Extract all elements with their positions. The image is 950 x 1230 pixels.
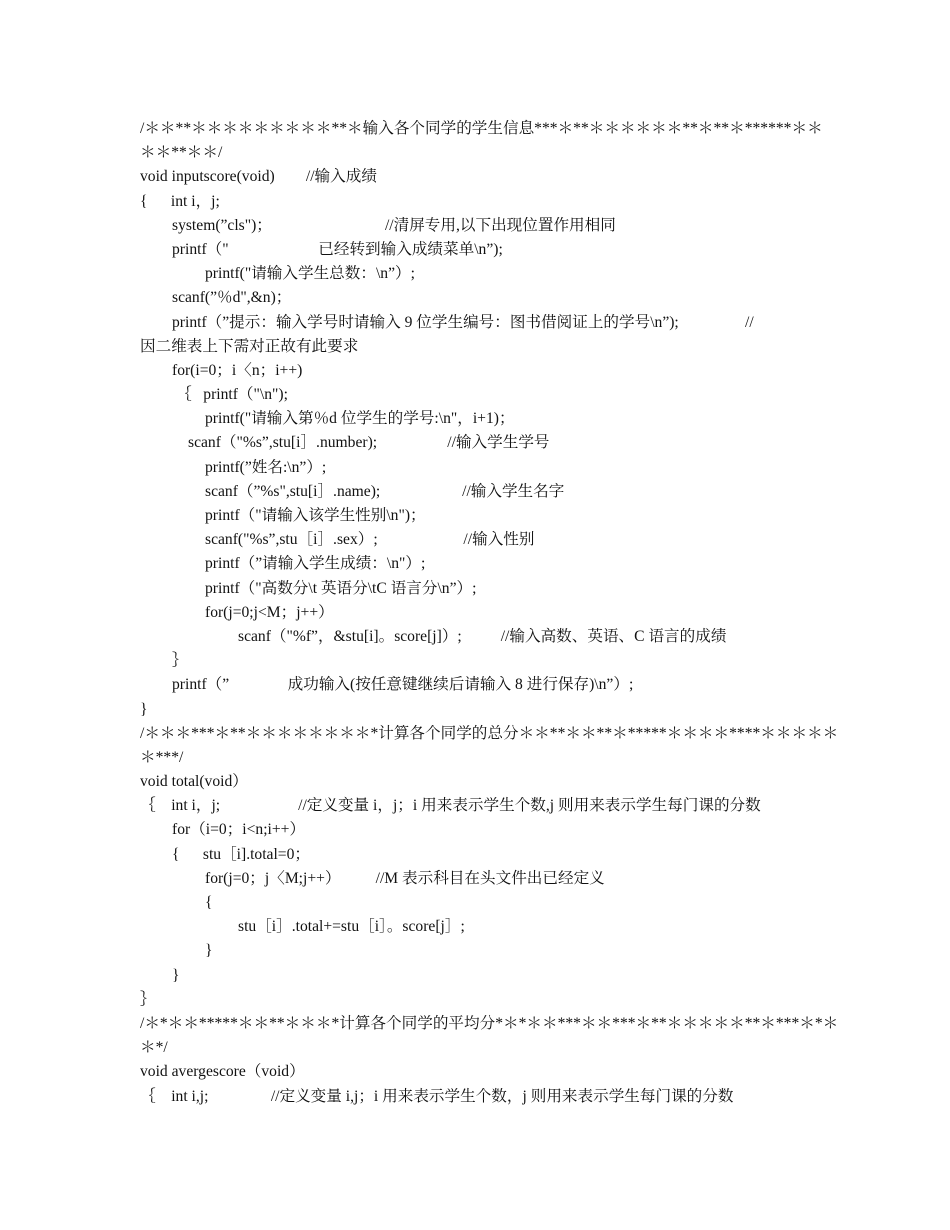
code-line: }	[140, 700, 148, 718]
code-line: system(”cls")； //清屏专用,以下出现位置作用相同	[172, 216, 616, 234]
code-line: void avergescore（void）	[140, 1063, 305, 1081]
code-line: ｝	[140, 990, 156, 1008]
code-line: ＊＊**＊＊/	[140, 144, 223, 162]
code-line: 因二维表上下需对正故有此要求	[140, 337, 359, 355]
code-line: scanf("%s”,stu［i］.sex）; //输入性别	[205, 531, 535, 549]
code-line: stu［i］.total+=stu［i］。score[j］;	[238, 918, 465, 936]
code-line: printf("请输入学生总数：\n”）;	[205, 265, 415, 283]
code-line: for(j=0;j<M；j++）	[205, 603, 334, 621]
code-line: scanf（"%f”，&stu[i]。score[j]）; //输入高数、英语、C 语言的成绩	[238, 627, 727, 645]
code-line: ｝	[172, 652, 188, 670]
code-line: void total(void）	[140, 773, 248, 791]
code-line: ｛ int i，j; //定义变量 i，j；i 用来表示学生个数,j 则用来表示学生每门课的分数	[140, 797, 761, 815]
code-line: for(i=0；i〈n；i++)	[172, 361, 303, 379]
code-line: ｛ printf（"\n");	[176, 386, 288, 404]
code-line: printf（" 已经转到输入成绩菜单\n”);	[172, 240, 503, 258]
code-line: printf(”姓名:\n”）;	[205, 458, 327, 476]
code-line: ＊*/	[140, 1039, 168, 1057]
code-line: for(j=0；j〈M;j++） //M 表示科目在头文件出已经定义	[205, 869, 605, 887]
code-line: }	[205, 942, 213, 960]
code-line: scanf（”%s",stu[i］.name); //输入学生名字	[205, 482, 565, 500]
code-line: printf（"高数分\t 英语分\tC 语言分\n”）;	[205, 579, 477, 597]
code-line: { int i，j;	[140, 192, 220, 210]
code-line: { stu［i].total=0；	[172, 845, 310, 863]
code-line: /＊＊**＊＊＊＊＊＊＊＊＊**＊输入各个同学的学生信息***＊**＊＊＊＊＊＊**＊**＊******＊＊	[140, 120, 823, 137]
code-line: printf（"请输入该学生性别\n")；	[205, 507, 426, 524]
code-line: /＊＊＊***＊**＊＊＊＊＊＊＊＊*计算各个同学的总分＊＊**＊＊**＊*****＊＊＊＊****＊＊＊＊＊	[140, 724, 839, 742]
code-line: printf（”提示：输入学号时请输入 9 位学生编号：图书借阅证上的学号\n”); //	[172, 313, 754, 331]
code-line: scanf（"%s”,stu[i］.number); //输入学生学号	[188, 434, 550, 452]
code-line: scanf(”％d",&n)；	[172, 289, 292, 307]
code-line: for（i=0；i<n;i++）	[172, 821, 306, 839]
code-line: ＊***/	[140, 748, 184, 766]
code-line: }	[172, 966, 180, 984]
code-document	[140, 117, 839, 1109]
code-line: printf（” 成功输入(按任意键继续后请输入 8 进行保存)\n”）;	[172, 676, 634, 694]
code-line: {	[205, 894, 213, 911]
code-line: ｛ int i,j; //定义变量 i,j；i 用来表示学生个数，j 则用来表示学生每门课的分数	[140, 1087, 734, 1105]
code-line: /＊*＊＊*****＊＊**＊＊＊*计算各个同学的平均分*＊*＊＊***＊＊***＊**＊＊＊＊＊**＊***＊*＊	[140, 1014, 839, 1032]
code-line: printf（”请输入学生成绩：\n"）;	[205, 555, 426, 573]
code-line: void inputscore(void) //输入成绩	[140, 168, 377, 186]
code-line: printf("请输入第％d 位学生的学号:\n"，i+1)；	[205, 410, 515, 428]
